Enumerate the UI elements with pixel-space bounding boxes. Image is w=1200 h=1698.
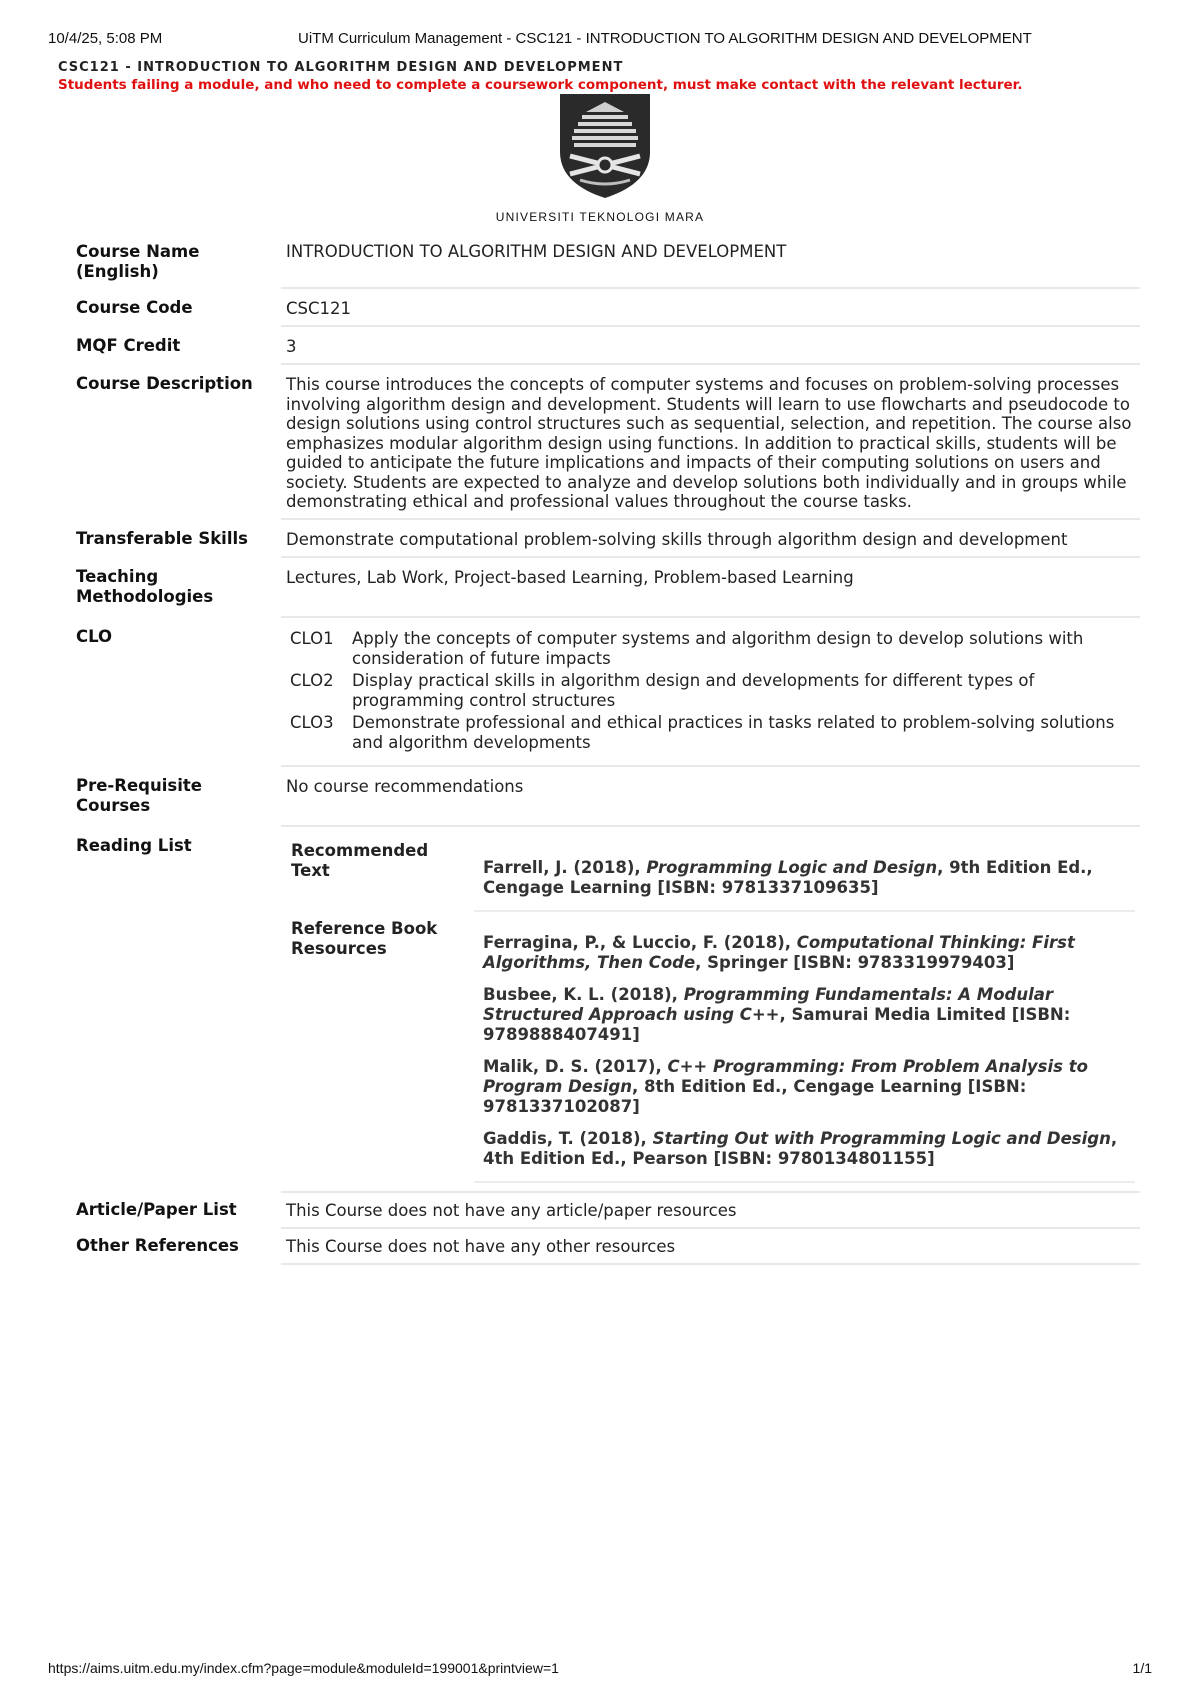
row-reading-list	[70, 826, 1140, 1192]
page-number: 1/1	[1132, 1660, 1152, 1676]
row-clo	[70, 617, 1140, 766]
label-prerequisite: Pre-Requisite Courses	[76, 775, 202, 815]
row-course-name	[70, 237, 1140, 288]
row-other-references	[70, 1228, 1140, 1264]
reading-item: Farrell, J. (2018), Programming Logic and Design, 9th Edition Ed., Cengage Learning [ISBN: 9781337109635]	[483, 857, 1093, 897]
reading-item: Malik, D. S. (2017), C++ Programming: From Problem Analysis to Program Design, 8th Edition Ed., Cengage Learning [ISBN: 9781337102087]	[483, 1056, 1088, 1116]
label-transferable-skills: Transferable Skills	[76, 528, 248, 548]
clo-list	[281, 617, 1140, 766]
row-teaching-methodologies	[70, 557, 1140, 617]
print-date: 10/4/25, 5:08 PM	[48, 30, 163, 47]
other-references-value: This Course does not have any other resources	[281, 1228, 1140, 1264]
label-course-name: Course Name (English)	[76, 242, 200, 281]
label-mqf-credit: MQF Credit	[76, 336, 181, 355]
reference-section	[286, 911, 1135, 1182]
recommended-items	[474, 837, 1135, 911]
row-course-code	[70, 288, 1140, 326]
label-teaching-methodologies: Teaching Methodologies	[76, 566, 214, 606]
clo-text: Demonstrate professional and ethical practices in tasks related to problem-solving solutions and algorithm developments	[352, 712, 1115, 752]
course-info-table	[70, 237, 1140, 1265]
mqf-credit-value: 3	[281, 326, 1140, 364]
reading-list	[281, 826, 1140, 1192]
course-name-value: INTRODUCTION TO ALGORITHM DESIGN AND DEVELOPMENT	[281, 237, 1140, 288]
clo-text: Display practical skills in algorithm design and developments for different types of programming control structures	[352, 670, 1035, 710]
row-transferable-skills	[70, 519, 1140, 557]
course-description-value: This course introduces the concepts of computer systems and focuses on problem-solving processes involving algorithm design and development. Students will learn to use flowcharts and pseudocode to design solutions using control structures such as sequential, selection, and repetition. The course also emphasizes modular algorithm design using functions. In addition to practical skills, students will be guided to anticipate the future implications and impacts of their computing solutions on users and society. Students are expected to analyze and develop solutions both individually and in groups while demonstrating ethical and professional values throughout the course tasks.	[281, 364, 1140, 519]
label-course-code: Course Code	[76, 298, 193, 317]
clo-code: CLO1	[290, 628, 334, 648]
label-other-references: Other References	[76, 1235, 239, 1255]
row-mqf-credit	[70, 326, 1140, 364]
clo-item	[286, 629, 1135, 671]
teaching-methodologies-value: Lectures, Lab Work, Project-based Learning, Problem-based Learning	[281, 557, 1140, 617]
uitm-logo	[560, 94, 650, 198]
page-title: CSC121 - INTRODUCTION TO ALGORITHM DESIGN AND DEVELOPMENT	[58, 60, 624, 75]
print-url: https://aims.uitm.edu.my/index.cfm?page=module&moduleId=199001&printview=1	[48, 1660, 559, 1676]
course-code-value: CSC121	[281, 288, 1140, 326]
print-page-title: UiTM Curriculum Management - CSC121 - INTRODUCTION TO ALGORITHM DESIGN AND DEVELOPMENT	[298, 30, 1032, 47]
label-clo: CLO	[76, 626, 113, 646]
article-list-value: This Course does not have any article/paper resources	[281, 1192, 1140, 1228]
transferable-skills-value: Demonstrate computational problem-solving skills through algorithm design and development	[281, 519, 1140, 557]
clo-code: CLO3	[290, 712, 334, 732]
label-course-description: Course Description	[76, 374, 253, 393]
label-reading-list: Reading List	[76, 835, 192, 855]
reference-label: Reference Book Resources	[291, 918, 438, 958]
clo-item	[286, 713, 1135, 755]
print-header	[48, 30, 1152, 50]
recommended-label: Recommended Text	[291, 840, 429, 880]
clo-text: Apply the concepts of computer systems and algorithm design to develop solutions with consideration of future impacts	[352, 628, 1084, 668]
clo-item	[286, 671, 1135, 713]
clo-code: CLO2	[290, 670, 334, 690]
prerequisite-value: No course recommendations	[281, 766, 1140, 826]
recommended-section	[286, 837, 1135, 911]
row-article-list	[70, 1192, 1140, 1228]
label-article-list: Article/Paper List	[76, 1199, 237, 1219]
reference-items	[474, 911, 1135, 1182]
reading-item: Busbee, K. L. (2018), Programming Fundamentals: A Modular Structured Approach using C++, Samurai Media Limited [ISBN: 9789888407491]	[483, 984, 1071, 1044]
reading-item: Ferragina, P., & Luccio, F. (2018), Computational Thinking: First Algorithms, Then Code, Springer [ISBN: 9783319979403]	[483, 932, 1075, 972]
reading-item: Gaddis, T. (2018), Starting Out with Programming Logic and Design, 4th Edition Ed., Pearson [ISBN: 9780134801155]	[483, 1128, 1118, 1168]
university-name: UNIVERSITI TEKNOLOGI MARA	[495, 210, 705, 224]
lecturer-notice: Students failing a module, and who need to complete a coursework component, must make contact with the relevant lecturer.	[58, 77, 1023, 93]
row-course-description	[70, 364, 1140, 519]
row-prerequisite	[70, 766, 1140, 826]
